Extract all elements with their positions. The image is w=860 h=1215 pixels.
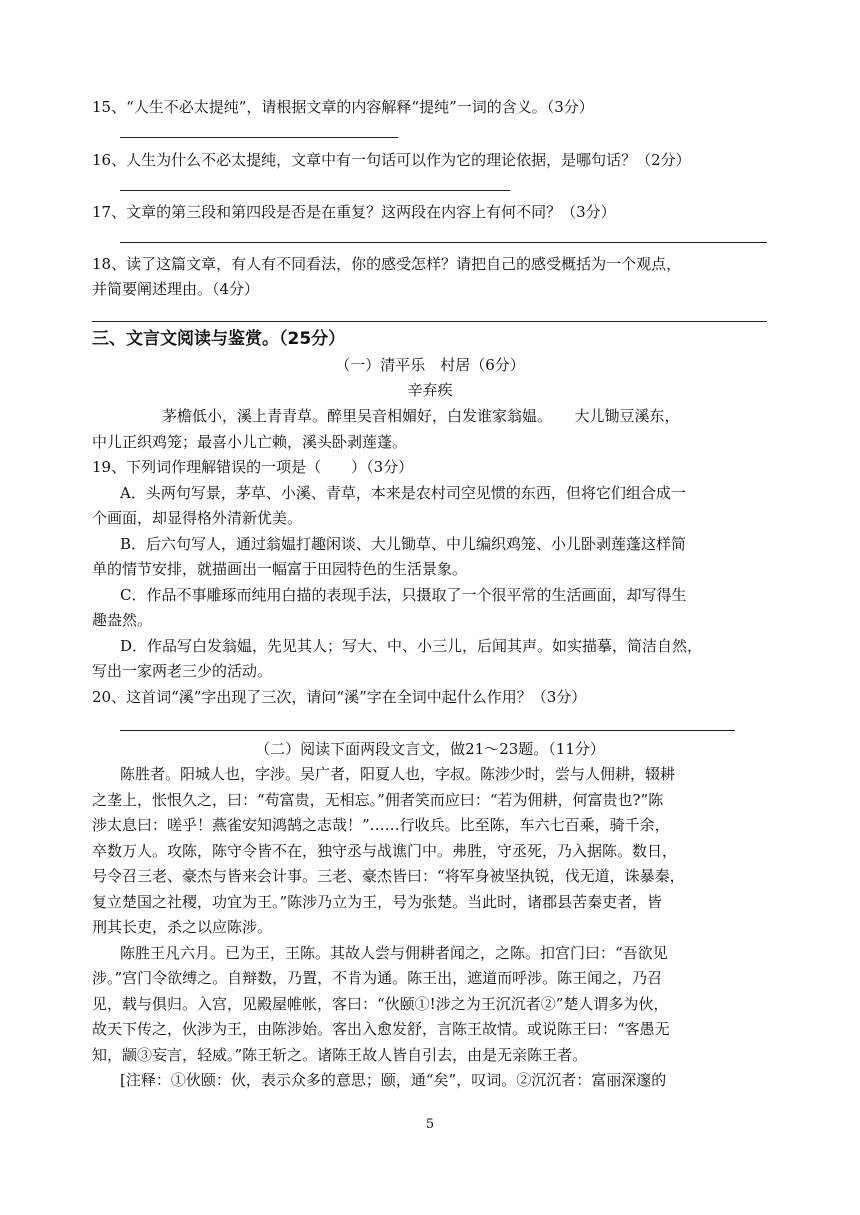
prose-p1-line: 刑其长吏，杀之以应陈涉。 — [92, 918, 273, 936]
prose-p2-line: 知，颛③妄言，轻威。”陈王斩之。诸陈王故人皆自引去，由是无亲陈王者。 — [92, 1046, 588, 1064]
option-a-line2: 个画面，却显得格外清新优美。 — [92, 509, 303, 527]
answer-line-16[interactable] — [120, 190, 510, 191]
prose-p1-line: 复立楚国之社稷，功宜为王。”陈涉乃立为王，号为张楚。当此时，诸郡县苦秦吏者，皆 — [92, 893, 663, 911]
question-18-line1: 18、读了这篇文章，有人有不同看法，你的感受怎样？请把自己的感受概括为一个观点， — [92, 255, 682, 273]
prose-p1-line: 陈胜者。阳城人也，字涉。吴广者，阳夏人也，字叔。陈涉少时，尝与人佣耕，辍耕 — [120, 765, 676, 783]
answer-line-20[interactable] — [120, 730, 735, 731]
answer-line-15[interactable] — [120, 137, 398, 138]
poem-line-2: 中儿正织鸡笼；最喜小儿亡赖，溪头卧剥莲蓬。 — [92, 433, 408, 451]
poem-author: 辛弃疾 — [407, 381, 453, 399]
section-3-title: 三、文言文阅读与鉴赏。（25分） — [92, 329, 346, 349]
option-c-line2: 趣盎然。 — [92, 611, 153, 629]
question-15: 15、“人生不必太提纯”，请根据文章的内容解释“提纯”一词的含义。（3分） — [92, 98, 594, 116]
annotation-note: [注释：①伙颐：伙，表示众多的意思；颐，通“矣”，叹词。②沉沉者：富丽深邃的 — [120, 1071, 667, 1089]
prose-p1-line: 之垄上，怅恨久之，曰：“苟富贵，无相忘。”佣者笑而应曰：“若为佣耕，何富贵也?”陈 — [92, 791, 664, 809]
option-b-line1: B．后六句写人，通过翁媪打趣闲谈、大儿锄草、中儿编织鸡笼、小儿卧剥莲蓬这样简 — [120, 535, 687, 553]
prose-title: （二）阅读下面两段文言文，做21～23题。（11分） — [255, 740, 605, 758]
option-b-line2: 单的情节安排，就描画出一幅富于田园特色的生活景象。 — [92, 560, 468, 578]
prose-p1-line: 涉太息曰：嗟乎！燕雀安知鸿鹄之志哉！”……行收兵。比至陈，车六七百乘，骑千余， — [92, 816, 670, 834]
prose-p2-line: 故天下传之，伙涉为王，由陈涉始。客出入愈发舒，言陈王故情。或说陈王曰：“客愚无 — [92, 1020, 670, 1038]
option-d-line2: 写出一家两老三少的活动。 — [92, 662, 273, 680]
question-18-line2: 并简要阐述理由。（4分） — [92, 280, 260, 298]
answer-line-18[interactable] — [92, 321, 767, 322]
question-20: 20、这首词“溪”字出现了三次，请问“溪”字在全词中起什么作用？（3分） — [92, 688, 587, 706]
prose-p1-line: 号令召三老、豪杰与皆来会计事。三老、豪杰皆曰：“将军身被坚执锐，伐无道，诛暴秦， — [92, 867, 685, 885]
prose-p2-line: 陈胜王凡六月。已为王，王陈。其故人尝与佣耕者闻之，之陈。扣宫门曰：“吾欲见 — [120, 944, 668, 962]
answer-line-17[interactable] — [120, 242, 767, 243]
option-d-line1: D．作品写白发翁媪，先见其人；写大、中、小三儿，后闻其声。如实描摹，简洁自然， — [120, 637, 703, 655]
poem-title: （一）清平乐 村居（6分） — [335, 356, 525, 374]
prose-p2-line: 见，载与俱归。入宫，见殿屋帷帐，客曰：“伙颐①!涉之为王沉沉者②”楚人谓多为伙， — [92, 995, 669, 1013]
option-a-line1: A．头两句写景，茅草、小溪、青草，本来是农村司空见惯的东西，但将它们组合成一 — [120, 484, 686, 502]
prose-p1-line: 卒数万人。攻陈，陈守令皆不在，独守丞与战谯门中。弗胜，守丞死，乃入据陈。数日， — [92, 842, 678, 860]
poem-line-1: 茅檐低小，溪上青青草。醉里吴音相媚好，白发谁家翁媪。 大儿锄豆溪东， — [162, 407, 680, 425]
question-19: 19、下列词作理解错误的一项是（ ）（3分） — [92, 458, 414, 476]
option-c-line1: C．作品不事雕琢而纯用白描的表现手法，只摄取了一个很平常的生活画面，却写得生 — [120, 586, 687, 604]
question-17: 17、文章的第三段和第四段是否是在重复？这两段在内容上有何不同？（3分） — [92, 203, 616, 221]
page-number: 5 — [425, 1117, 435, 1132]
question-16: 16、人生为什么不必太提纯，文章中有一句话可以作为它的理论依据，是哪句话？（2分） — [92, 151, 691, 169]
prose-p2-line: 涉。”宫门令欲缚之。自辩数，乃置，不肯为通。陈王出，遮道而呼涉。陈王闻之，乃召 — [92, 969, 663, 987]
